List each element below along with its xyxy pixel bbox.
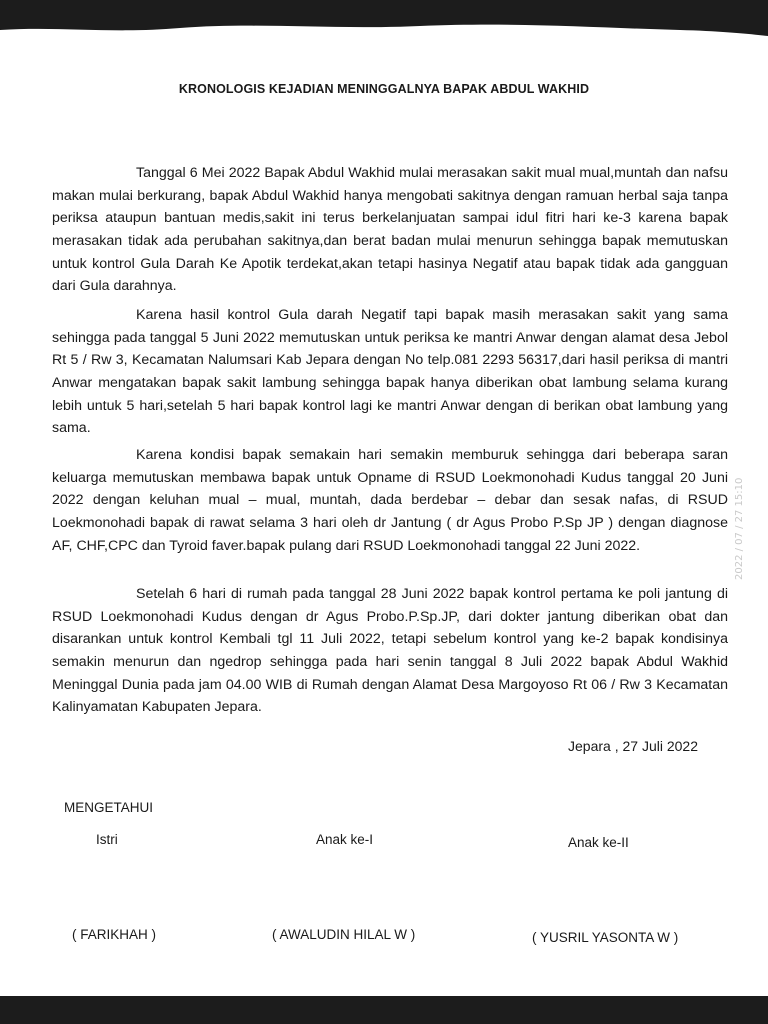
paragraph-3: Karena kondisi bapak semakain hari semakin memburuk sehingga dari beberapa saran keluarga memutuskan membawa bapak untuk Opname di RSUD Loekmonohadi Kudus tanggal 20 Juni 2022 dengan keluhan mual – mual, muntah, dada berdebar – debar dan sesak nafas, di RSUD Loekmonohadi bapak di rawat selama 3 hari oleh dr Jantung ( dr Agus Probo P.Sp JP ) dengan diagnose AF, CHF,CPC dan Tyroid faver.bapak pulang dari RSUD Loekmonohadi tanggal 22 Juni 2022. xyxy=(52,447,728,554)
signatory-name-anak-2: ( YUSRIL YASONTA W ) xyxy=(532,930,679,945)
signatory-name-istri: ( FARIKHAH ) xyxy=(72,927,157,942)
paragraph-1: Tanggal 6 Mei 2022 Bapak Abdul Wakhid mulai merasakan sakit mual mual,muntah dan nafsu makan mulai berkurang, bapak Abdul Wakhid hanya mengobati sakitnya dengan ramuan herbal saja tanpa periksa ataupun bantuan medis,sakit ini terus berkelanjuatan sampai idul fitri hari ke-3 karena bapak merasakan tidak ada perubahan sakitnya,dan berat badan mulai menurun sehingga bapak memutuskan untuk kontrol Gula Darah Ke Apotik terdekat,akan tetapi hasinya Negatif atau bapak tidak ada gangguan dari Gula darahnya. xyxy=(52,165,728,295)
signatory-name-anak-1: ( AWALUDIN HILAL W ) xyxy=(272,927,416,942)
place-date: Jepara , 27 Juli 2022 xyxy=(568,738,698,754)
paragraph-2: Karena hasil kontrol Gula darah Negatif tapi bapak masih merasakan sakit yang sama sehingga pada tanggal 5 Juni 2022 memutuskan untuk periksa ke mantri Anwar dengan alamat desa Jebol Rt 5 / Rw 3, Kecamatan Nalumsari Kab Jepara dengan No telp.081 2293 56317,dari hasil periksa di mantri Anwar mengatakan bapak sakit lambung sehingga bapak hanya diberikan obat lambung selama kurang lebih untuk 5 hari,setelah 5 hari bapak kontrol lagi ke mantri Anwar dengan di berikan obat lambung yang sama. xyxy=(52,307,728,437)
signatory-role-anak-2: Anak ke-II xyxy=(568,835,629,850)
timestamp-watermark: 2022 / 07 / 27 15:10 xyxy=(734,477,745,580)
signatory-role-istri: Istri xyxy=(96,832,118,847)
scan-edge xyxy=(0,0,768,40)
paragraph-4: Setelah 6 hari di rumah pada tanggal 28 Juni 2022 bapak kontrol pertama ke poli jantung di RSUD Loekmonohadi Kudus dengan dr Agus Probo.P.Sp.JP, dari dokter jantung diberikan obat dan disarankan untuk kontrol Kembali tgl 11 Juli 2022, tetapi sebelum kontrol yang ke-2 bapak kondisinya semakin menurun dan ngedrop sehingga pada hari senin tanggal 8 Juli 2022 bapak Abdul Wakhid Meninggal Dunia pada jam 04.00 WIB di Rumah dengan Alamat Desa Margoyoso Rt 06 / Rw 3 Kecamatan Kalinyamatan Kabupaten Jepara. xyxy=(52,586,728,716)
signatory-role-anak-1: Anak ke-I xyxy=(316,832,374,847)
document-title: KRONOLOGIS KEJADIAN MENINGGALNYA BAPAK ABDUL WAKHID xyxy=(178,82,590,96)
acknowledgement-label: MENGETAHUI xyxy=(64,800,154,815)
